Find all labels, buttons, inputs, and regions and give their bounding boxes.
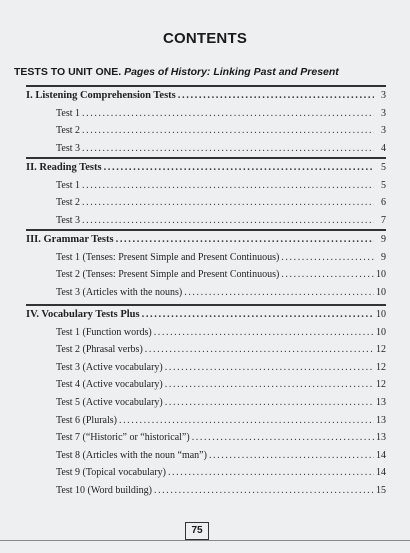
- toc-entry-label: Test 8 (Articles with the noun “man”): [56, 449, 207, 461]
- toc-entry-label: Test 6 (Plurals): [56, 414, 117, 426]
- toc-entry-page: 15: [376, 484, 386, 496]
- unit-heading-subtitle: Pages of History: Linking Past and Present: [124, 66, 339, 78]
- leader-dots: [119, 412, 374, 430]
- toc-entry-label: Test 3: [56, 142, 81, 154]
- page-title: CONTENTS: [162, 30, 248, 47]
- section-heading-label: IV. Vocabulary Tests Plus: [26, 309, 140, 320]
- page-number: 75: [185, 522, 209, 540]
- section-listening: [26, 85, 386, 157]
- toc-entry: [26, 447, 386, 465]
- unit-heading-lead: TESTS TO UNIT ONE.: [14, 66, 122, 78]
- toc-entry: [26, 105, 386, 123]
- leader-dots: [104, 159, 374, 177]
- toc-entry-page: 10: [376, 326, 386, 338]
- leader-dots: [168, 464, 374, 482]
- toc-entry: [26, 284, 386, 302]
- toc-entry-page: 10: [376, 269, 386, 281]
- leader-dots: [82, 177, 374, 195]
- toc-entry: [26, 212, 386, 230]
- leader-dots: [154, 324, 374, 342]
- toc-entry-label: Test 10 (Word building): [56, 484, 152, 496]
- toc-entry-label: Test 1 (Function words): [56, 326, 152, 338]
- section-page-number: 10: [376, 309, 386, 320]
- unit-heading: [14, 66, 339, 78]
- leader-dots: [184, 284, 374, 302]
- toc-entry-page: 12: [376, 379, 386, 391]
- toc-entry: [26, 266, 386, 284]
- footer-rule: [0, 540, 410, 541]
- toc-entry-label: Test 2: [56, 125, 81, 137]
- toc-entry-page: 6: [381, 197, 386, 209]
- toc-entry-label: Test 3: [56, 214, 81, 226]
- toc-entry: [26, 249, 386, 267]
- section-reading: [26, 157, 386, 229]
- section-heading: [26, 306, 386, 324]
- toc-entry-page: 13: [376, 414, 386, 426]
- toc-entry-page: 4: [381, 142, 386, 154]
- leader-dots: [281, 266, 374, 284]
- toc-entry: [26, 324, 386, 342]
- section-vocabulary: [26, 304, 386, 500]
- toc-entry-label: Test 2: [56, 197, 81, 209]
- leader-dots: [82, 140, 374, 158]
- toc-entry-page: 12: [376, 344, 386, 356]
- section-heading: [26, 87, 386, 105]
- leader-dots: [165, 376, 374, 394]
- leader-dots: [82, 212, 374, 230]
- section-page-number: 9: [381, 234, 386, 245]
- toc-entry-label: Test 5 (Active vocabulary): [56, 396, 163, 408]
- toc-entry: [26, 464, 386, 482]
- toc-entry: [26, 140, 386, 158]
- section-page-number: 3: [381, 90, 386, 101]
- toc-entry-page: 13: [376, 396, 386, 408]
- toc-entry-page: 3: [381, 107, 386, 119]
- leader-dots: [178, 87, 374, 105]
- toc-entry: [26, 359, 386, 377]
- toc-entry: [26, 122, 386, 140]
- leader-dots: [82, 105, 374, 123]
- toc-entry-page: 14: [376, 449, 386, 461]
- toc-entry-label: Test 2 (Tenses: Present Simple and Present Continuous): [56, 269, 280, 281]
- toc-entry-label: Test 9 (Topical vocabulary): [56, 467, 166, 479]
- toc-entry: [26, 376, 386, 394]
- section-heading-label: I. Listening Comprehension Tests: [26, 90, 176, 101]
- toc-entry-label: Test 7 (“Historic” or “historical”): [56, 432, 190, 444]
- leader-dots: [116, 231, 374, 249]
- toc-entry: [26, 394, 386, 412]
- section-heading: [26, 231, 386, 249]
- leader-dots: [165, 394, 374, 412]
- leader-dots: [145, 341, 374, 359]
- leader-dots: [209, 447, 374, 465]
- toc-entry-page: 12: [376, 361, 386, 373]
- toc-entry-label: Test 3 (Active vocabulary): [56, 361, 163, 373]
- toc-entry-label: Test 1: [56, 179, 81, 191]
- toc-entry-label: Test 4 (Active vocabulary): [56, 379, 163, 391]
- leader-dots: [82, 194, 374, 212]
- toc-entry: [26, 194, 386, 212]
- toc-entry: [26, 429, 386, 447]
- toc-entry-page: 10: [376, 286, 386, 298]
- section-grammar: [26, 229, 386, 301]
- leader-dots: [154, 482, 374, 500]
- toc-entry-page: 9: [381, 251, 386, 263]
- section-heading-label: II. Reading Tests: [26, 162, 102, 173]
- leader-dots: [281, 249, 374, 267]
- toc-entry-label: Test 3 (Articles with the nouns): [56, 286, 183, 298]
- toc-entry-page: 13: [376, 432, 386, 444]
- toc-entry: [26, 412, 386, 430]
- toc-entry-page: 5: [381, 179, 386, 191]
- section-heading: [26, 159, 386, 177]
- toc-entry-label: Test 1 (Tenses: Present Simple and Present Continuous): [56, 251, 280, 263]
- section-page-number: 5: [381, 162, 386, 173]
- leader-dots: [165, 359, 374, 377]
- toc-entry-page: 14: [376, 467, 386, 479]
- toc-entry-label: Test 2 (Phrasal verbs): [56, 344, 143, 356]
- toc-entry: [26, 341, 386, 359]
- toc-entry-label: Test 1: [56, 107, 81, 119]
- toc-entry-page: 3: [381, 125, 386, 137]
- leader-dots: [192, 429, 374, 447]
- toc-entry: [26, 482, 386, 500]
- toc-entry: [26, 177, 386, 195]
- leader-dots: [82, 122, 374, 140]
- section-heading-label: III. Grammar Tests: [26, 234, 114, 245]
- toc-entry-page: 7: [381, 214, 386, 226]
- leader-dots: [142, 306, 374, 324]
